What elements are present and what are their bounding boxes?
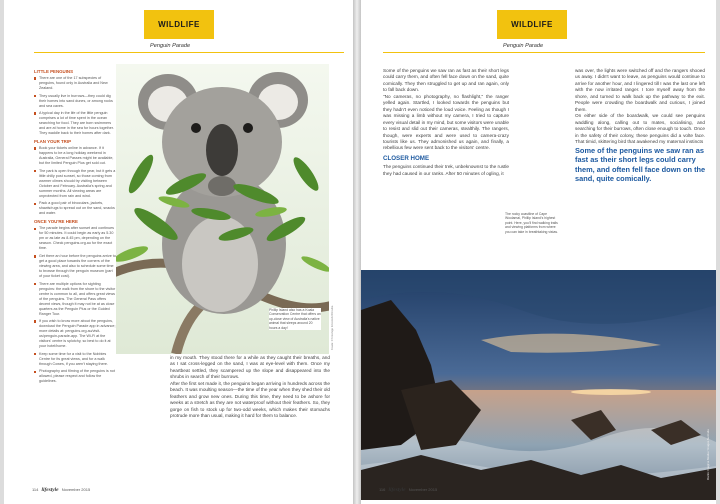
- article-column-1: [383, 68, 509, 177]
- photo-caption: Phillip Island also has a Koala Conservation Centre that offers an up-close view of Australia's native animal that sleeps around 20 hours a day!: [269, 308, 321, 330]
- page-number: 114: [32, 487, 39, 492]
- pull-quote: Some of the penguins we saw ran as fast as their short legs could carry them, and often fell face down on the sand, quite comically.: [575, 146, 706, 184]
- sidebar-heading: ONCE YOU'RE HERE: [34, 219, 78, 225]
- section-tag: WILDLIFE: [144, 10, 214, 39]
- photo-credit: Koala: Chrisc/age fotostock/Dinodia: [330, 305, 334, 350]
- left-page: [4, 0, 353, 504]
- header-rule: [383, 52, 705, 53]
- page-footer: [32, 487, 90, 493]
- right-page: [361, 0, 716, 504]
- sidebar-bullet-item: There are one of the 17 subspecies of penguins, found only in Australia and New Zealand.: [34, 76, 116, 91]
- body-paragraph: After the first set made it, the penguins began arriving in hundreds across the beach. It was moulting season—the time of the year when they shed their old feathers and grow new ones. During this time, they need to be ashore for weeks at a stretch as they are not waterproof without their feathers. So, they gorge on fish to stock up for two-odd weeks, which makes their stomachs protrude more than usual, making it hard for them to balance.: [170, 380, 330, 419]
- sidebar-bullet-item: There are multiple options for sighting penguins: the walk from the shore to the visitor centre is common to all, and offers great views of the penguins. The General Pass offers decent views, though it may not be at as close quarters as the Penguin Plus or the Guided Ranger Tour.: [34, 282, 116, 317]
- sidebar-bullet-item: The park is open through the year, but it gets a little chilly post sunset, so those coming from warmer climes should try visiting between October and February. Australia's spring and summer months. All viewing areas are unprotected from rain and wind.: [34, 169, 116, 199]
- page-title: Penguin Parade: [150, 43, 191, 49]
- article-column-2: [575, 68, 705, 145]
- sidebar-bullet-item: The parade begins after sunset and continues for 50 minutes. It could begin as early as 5.30 pm or as late as 8.45 pm, depending on the season. Check penguins.org.au for the exact time.: [34, 226, 116, 251]
- sidebar-bullet-item: They usually live in burrows—they could dig their homes into sand dunes, or among rocks and sea caves.: [34, 94, 116, 109]
- sidebar-bullet-item: If you wish to know more about the penguins, download the Penguin Parade app in advance; more details at: penguins.org.au/visit-us/penguin-parade-app. The Wi-Fi at the visitors' centre is splotchy, so best to do it at your hotel/home.: [34, 319, 116, 349]
- page-footer: [379, 487, 437, 493]
- article-body: [170, 355, 330, 420]
- sunset-illustration: [361, 270, 716, 500]
- spine-gutter: [353, 0, 361, 504]
- issue-date: November 2015: [61, 487, 91, 492]
- sidebar-bullet-item: Pack a good pair of binoculars, jackets, shawls/rugs to spread out on the sand, snacks and water.: [34, 201, 116, 216]
- section-tag: WILDLIFE: [497, 10, 567, 39]
- sidebar-heading: LITTLE PENGUINS: [34, 69, 74, 74]
- header-rule: [34, 52, 344, 53]
- body-paragraph: Some of the penguins we saw ran as fast as their short legs could carry them, and often fell face down on the sand, quite comically. They then struggled to get up and ran again, only to fall back down.: [383, 68, 509, 93]
- issue-date: November 2015: [408, 487, 438, 492]
- photo-caption: The rocky coastline of Cape Woolamai, Phillip Island's highest point. Here, you'll find walking trails and viewing platforms from where you can take in breathtaking vistas.: [505, 212, 561, 234]
- coastline-photo: [361, 270, 716, 500]
- subheading-closer-home: CLOSER HOME: [383, 154, 430, 162]
- info-sidebar: [34, 66, 116, 387]
- magazine-logo: lifestyle: [388, 487, 406, 493]
- body-paragraph: in my mouth. They stood there for a while as they caught their breaths, and as I sat cross-legged on the sand, I was at eye-level with them. Once my heartbeat settled, they scampered up the slope and disappeared into the shrubs in search of their burrows.: [170, 355, 330, 380]
- sidebar-bullet-item: Photography and filming of the penguins is not allowed, please respect and follow the guidelines.: [34, 369, 116, 384]
- sidebar-heading: PLAN YOUR TRIP: [34, 139, 71, 145]
- page-title: Penguin Parade: [503, 43, 544, 49]
- page-number: 116: [379, 487, 386, 492]
- sidebar-bullet-item: A typical day in the life of the little penguin comprises a lot of time spent in the ocean searching for food. They are born swimmers and are at home in the sea for hours together. They waddle back to their homes after dark.: [34, 111, 116, 136]
- sidebar-bullet-item: Keep some time for a visit to the Nobbies Centre for its great views, and for a walk through Cowes, if you aren't staying there.: [34, 352, 116, 367]
- body-paragraph: was over, the lights were switched off and the rangers shooed us away. I didn't want to leave, as penguins would continue to arrive for another hour, and I lingered till I was the last one left with the now irritated ranger. I tore myself away from the shore, and turned to walk back up the pathway to the exit. People were crowding the boardwalk and curious, I joined them.: [575, 68, 705, 112]
- sidebar-bullet-item: Book your tickets online in advance. If it happens to be a long holiday weekend in Australia, General Passes might be available, but the limited Penguin Plus get sold out.: [34, 146, 116, 166]
- body-paragraph: On either side of the boardwalk, we could see penguins waddling along, calling out to mates, socialising, and searching for their burrows, often close enough to touch. Once in the safety of their colony, these penguins did a volte face. That timid, skittering bird that awakened my maternal instincts: [575, 113, 705, 144]
- magazine-logo: lifestyle: [41, 487, 59, 493]
- body-paragraph: "No cameras, no photography, no flashlight," the ranger yelled again. Startled, I looked towards the penguins but they hadn't even noticed the loud voice. Feeling as though I was missing a limb without my camera, I tried to capture every visual detail in my mind, but some visitors were unable to resist and slid out their cameras, stealthily. The rangers, though, were experts and were used to camera-crazy tourists like us. They admonished us again, and finally, a rebellious few were sent back to the visitors' centre.: [383, 93, 509, 151]
- photo-credit: Rocks: Imagine Media / Images Australia: [706, 429, 710, 480]
- sidebar-bullet-item: Get there an hour before the penguins arrive to get a good place towards the corners of the viewing area, and also to schedule some time to browse through the penguin museum (part of your ticket cost).: [34, 254, 116, 279]
- body-paragraph: The penguins continued their trek, unbeknownst to the rustle they had caused in our ranks. After 50 minutes of ogling, it: [383, 164, 509, 176]
